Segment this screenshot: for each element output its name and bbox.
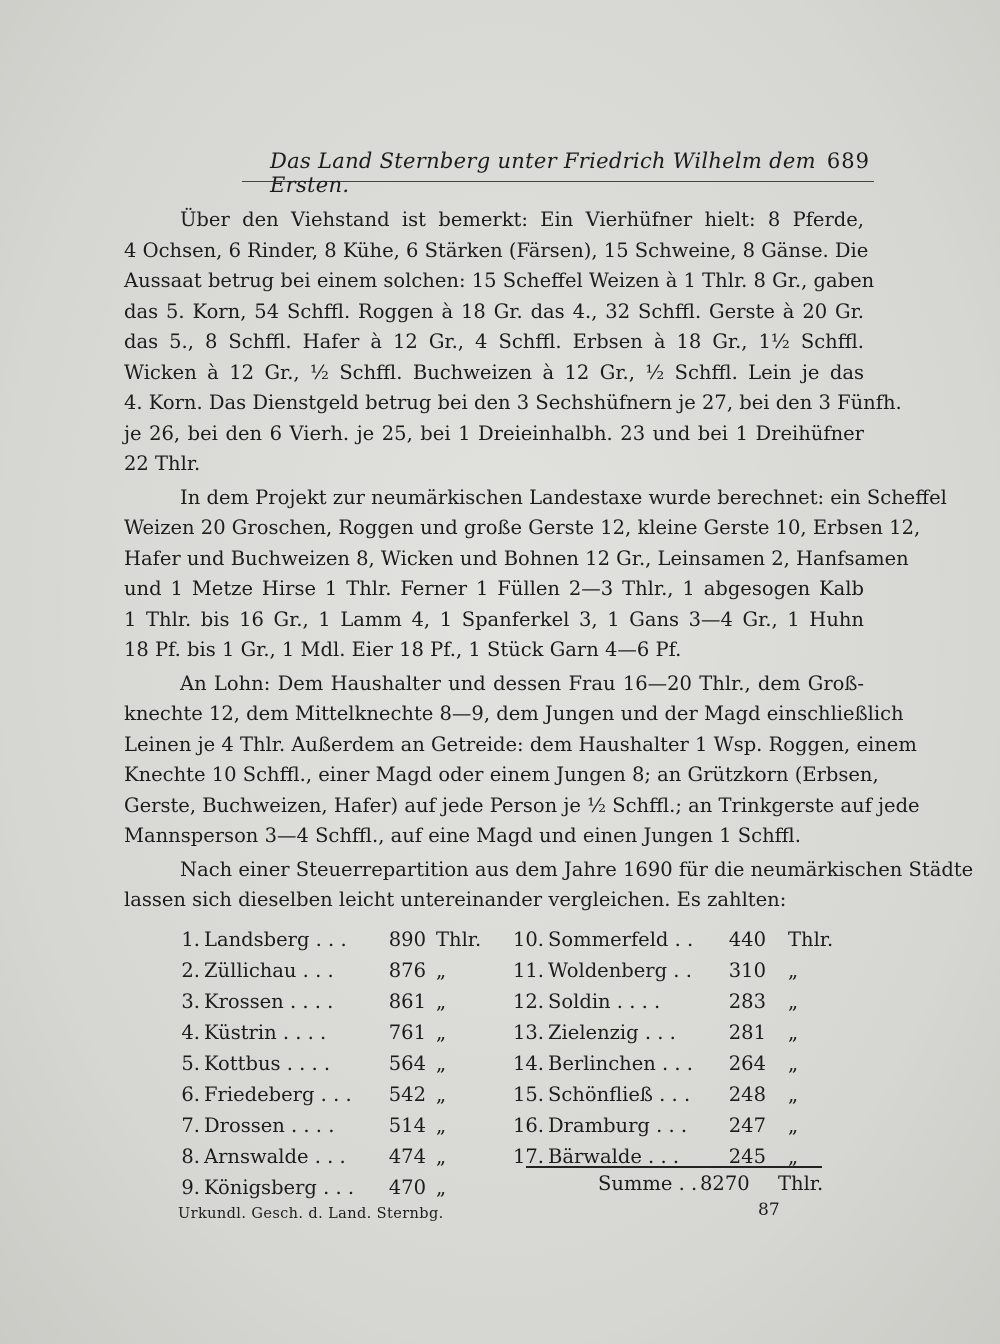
town-unit: „ — [436, 1052, 447, 1075]
town-number: 5. — [181, 1052, 200, 1075]
town-unit: „ — [788, 1114, 799, 1137]
town-amount: 861 — [388, 990, 426, 1013]
text-line: In dem Projekt zur neumärkischen Landestaxe wurde berechnet: ein Scheffel — [180, 485, 947, 509]
page-number: 689 — [826, 149, 870, 173]
printer-signature: 87 — [758, 1200, 780, 1220]
town-amount: 247 — [728, 1114, 766, 1137]
paragraph-steuerrepartition — [124, 855, 974, 916]
town-amount: 564 — [388, 1052, 426, 1075]
town-number: 2. — [181, 959, 200, 982]
town-unit: Thlr. — [436, 928, 482, 951]
town-number: 8. — [181, 1145, 200, 1168]
table-row — [124, 924, 884, 955]
town-name: Schönfließ . . . — [548, 1083, 691, 1106]
town-unit: „ — [436, 990, 447, 1013]
town-unit: „ — [436, 959, 447, 982]
body-text — [124, 205, 974, 916]
sum-label: Summe . . — [598, 1172, 698, 1195]
town-amount: 264 — [728, 1052, 766, 1075]
text-line: Aussaat betrug bei einem solchen: 15 Scheffel Weizen à 1 Thlr. 8 Gr., gaben — [124, 269, 875, 292]
text-line: Wicken à 12 Gr., ½ Schffl. Buchweizen à 12 Gr., ½ Schffl. Lein je das — [124, 360, 864, 384]
town-number: 11. — [512, 959, 544, 982]
town-amount: 245 — [728, 1145, 766, 1168]
town-amount: 283 — [728, 990, 766, 1013]
text-line: 4. Korn. Das Dienstgeld betrug bei den 3 Sechshüfnern je 27, bei den 3 Fünfh. — [124, 391, 902, 414]
town-amount: 542 — [388, 1083, 426, 1106]
town-name: Kottbus . . . . — [204, 1052, 331, 1075]
town-name: Woldenberg . . — [548, 959, 692, 982]
town-unit: Thlr. — [788, 928, 834, 951]
town-name: Bärwalde . . . — [548, 1145, 680, 1168]
town-number: 9. — [181, 1176, 200, 1199]
town-amount: 248 — [728, 1083, 766, 1106]
town-amount: 281 — [728, 1021, 766, 1044]
town-unit: „ — [788, 1145, 799, 1168]
town-number: 3. — [181, 990, 200, 1013]
paragraph-livestock — [124, 205, 902, 480]
town-number: 16. — [512, 1114, 544, 1137]
town-name: Dramburg . . . — [548, 1114, 688, 1137]
town-unit: „ — [436, 1021, 447, 1044]
table-row — [124, 1017, 884, 1048]
sum-value: 8270 — [700, 1172, 750, 1195]
town-amount: 514 — [388, 1114, 426, 1137]
town-number: 4. — [181, 1021, 200, 1044]
text-line: An Lohn: Dem Haushalter und dessen Frau 16—20 Thlr., dem Groß- — [180, 671, 864, 695]
town-number: 7. — [181, 1114, 200, 1137]
town-name: Landsberg . . . — [204, 928, 347, 951]
town-tax-table — [124, 924, 884, 1203]
town-name: Sommerfeld . . — [548, 928, 694, 951]
text-line: Weizen 20 Groschen, Roggen und große Gerste 12, kleine Gerste 10, Erbsen 12, — [124, 516, 921, 539]
source-footer: Urkundl. Gesch. d. Land. Sternbg. — [178, 1206, 444, 1222]
town-unit: „ — [436, 1114, 447, 1137]
text-line: das 5. Korn, 54 Schffl. Roggen à 18 Gr. das 4., 32 Schffl. Gerste à 20 Gr. — [124, 299, 864, 323]
town-name: Friedeberg . . . — [204, 1083, 352, 1106]
table-row — [124, 986, 884, 1017]
town-amount: 474 — [388, 1145, 426, 1168]
text-line: je 26, bei den 6 Vierh. je 25, bei 1 Dreieinhalbh. 23 und bei 1 Dreihüfner — [124, 421, 864, 445]
table-row — [124, 1079, 884, 1110]
town-name: Drossen . . . . — [204, 1114, 335, 1137]
town-unit: „ — [436, 1176, 447, 1199]
table-row — [124, 1172, 884, 1203]
town-amount: 470 — [388, 1176, 426, 1199]
town-number: 15. — [512, 1083, 544, 1106]
sum-unit: Thlr. — [778, 1172, 824, 1195]
town-name: Berlinchen . . . — [548, 1052, 693, 1075]
town-amount: 440 — [728, 928, 766, 951]
town-name: Zielenzig . . . — [548, 1021, 676, 1044]
town-unit: „ — [788, 959, 799, 982]
paragraph-lohn — [124, 669, 920, 852]
town-name: Königsberg . . . — [204, 1176, 355, 1199]
town-amount: 890 — [388, 928, 426, 951]
text-line: Knechte 10 Schffl., einer Magd oder einem Jungen 8; an Grützkorn (Erbsen, — [124, 763, 879, 786]
town-amount: 876 — [388, 959, 426, 982]
town-name: Krossen . . . . — [204, 990, 334, 1013]
text-line: und 1 Metze Hirse 1 Thlr. Ferner 1 Füllen 2—3 Thlr., 1 abgesogen Kalb — [124, 577, 864, 600]
table-row — [124, 955, 884, 986]
town-number: 10. — [512, 928, 544, 951]
town-name: Züllichau . . . — [204, 959, 334, 982]
text-line: knechte 12, dem Mittelknechte 8—9, dem Jungen und der Magd einschließlich — [124, 702, 904, 725]
town-unit: „ — [436, 1083, 447, 1106]
town-name: Soldin . . . . — [548, 990, 661, 1013]
text-line: Hafer und Buchweizen 8, Wicken und Bohnen 12 Gr., Leinsamen 2, Hanfsamen — [124, 546, 909, 570]
running-title: Das Land Sternberg unter Friedrich Wilhelm dem Ersten. — [270, 149, 816, 197]
town-number: 1. — [181, 928, 200, 951]
text-line: Leinen je 4 Thlr. Außerdem an Getreide: dem Haushalter 1 Wsp. Roggen, einem — [124, 732, 917, 756]
text-line: lassen sich dieselben leicht untereinander vergleichen. Es zahlten: — [124, 888, 787, 911]
text-line: 4 Ochsen, 6 Rinder, 8 Kühe, 6 Stärken (Färsen), 15 Schweine, 8 Gänse. Die — [124, 238, 869, 262]
town-number: 6. — [181, 1083, 200, 1106]
sum-rule — [526, 1166, 822, 1168]
table-row — [124, 1110, 884, 1141]
text-line: Nach einer Steuerrepartition aus dem Jahre 1690 für die neumärkischen Städte — [180, 857, 974, 881]
town-number: 17. — [512, 1145, 544, 1168]
text-line: das 5., 8 Schffl. Hafer à 12 Gr., 4 Schffl. Erbsen à 18 Gr., 1½ Schffl. — [124, 330, 864, 353]
town-amount: 310 — [728, 959, 766, 982]
town-name: Küstrin . . . . — [204, 1021, 327, 1044]
table-row — [124, 1048, 884, 1079]
text-line: 18 Pf. bis 1 Gr., 1 Mdl. Eier 18 Pf., 1 Stück Garn 4—6 Pf. — [124, 638, 682, 661]
text-line: 1 Thlr. bis 16 Gr., 1 Lamm 4, 1 Spanferkel 3, 1 Gans 3—4 Gr., 1 Huhn — [124, 607, 864, 631]
town-amount: 761 — [388, 1021, 426, 1044]
town-number: 13. — [512, 1021, 544, 1044]
town-name: Arnswalde . . . — [204, 1145, 346, 1168]
town-number: 14. — [512, 1052, 544, 1075]
town-unit: „ — [788, 1052, 799, 1075]
text-line: Über den Viehstand ist bemerkt: Ein Vierhüfner hielt: 8 Pferde, — [180, 208, 864, 231]
text-line: Mannsperson 3—4 Schffl., auf eine Magd und einen Jungen 1 Schffl. — [124, 824, 801, 847]
town-unit: „ — [788, 1083, 799, 1106]
town-unit: „ — [436, 1145, 447, 1168]
town-unit: „ — [788, 1021, 799, 1044]
town-number: 12. — [512, 990, 544, 1013]
text-line: 22 Thlr. — [124, 452, 201, 475]
paragraph-landestaxe — [124, 483, 947, 666]
town-unit: „ — [788, 990, 799, 1013]
running-header — [242, 143, 874, 197]
text-line: Gerste, Buchweizen, Hafer) auf jede Person je ½ Schffl.; an Trinkgerste auf jede — [124, 793, 920, 817]
